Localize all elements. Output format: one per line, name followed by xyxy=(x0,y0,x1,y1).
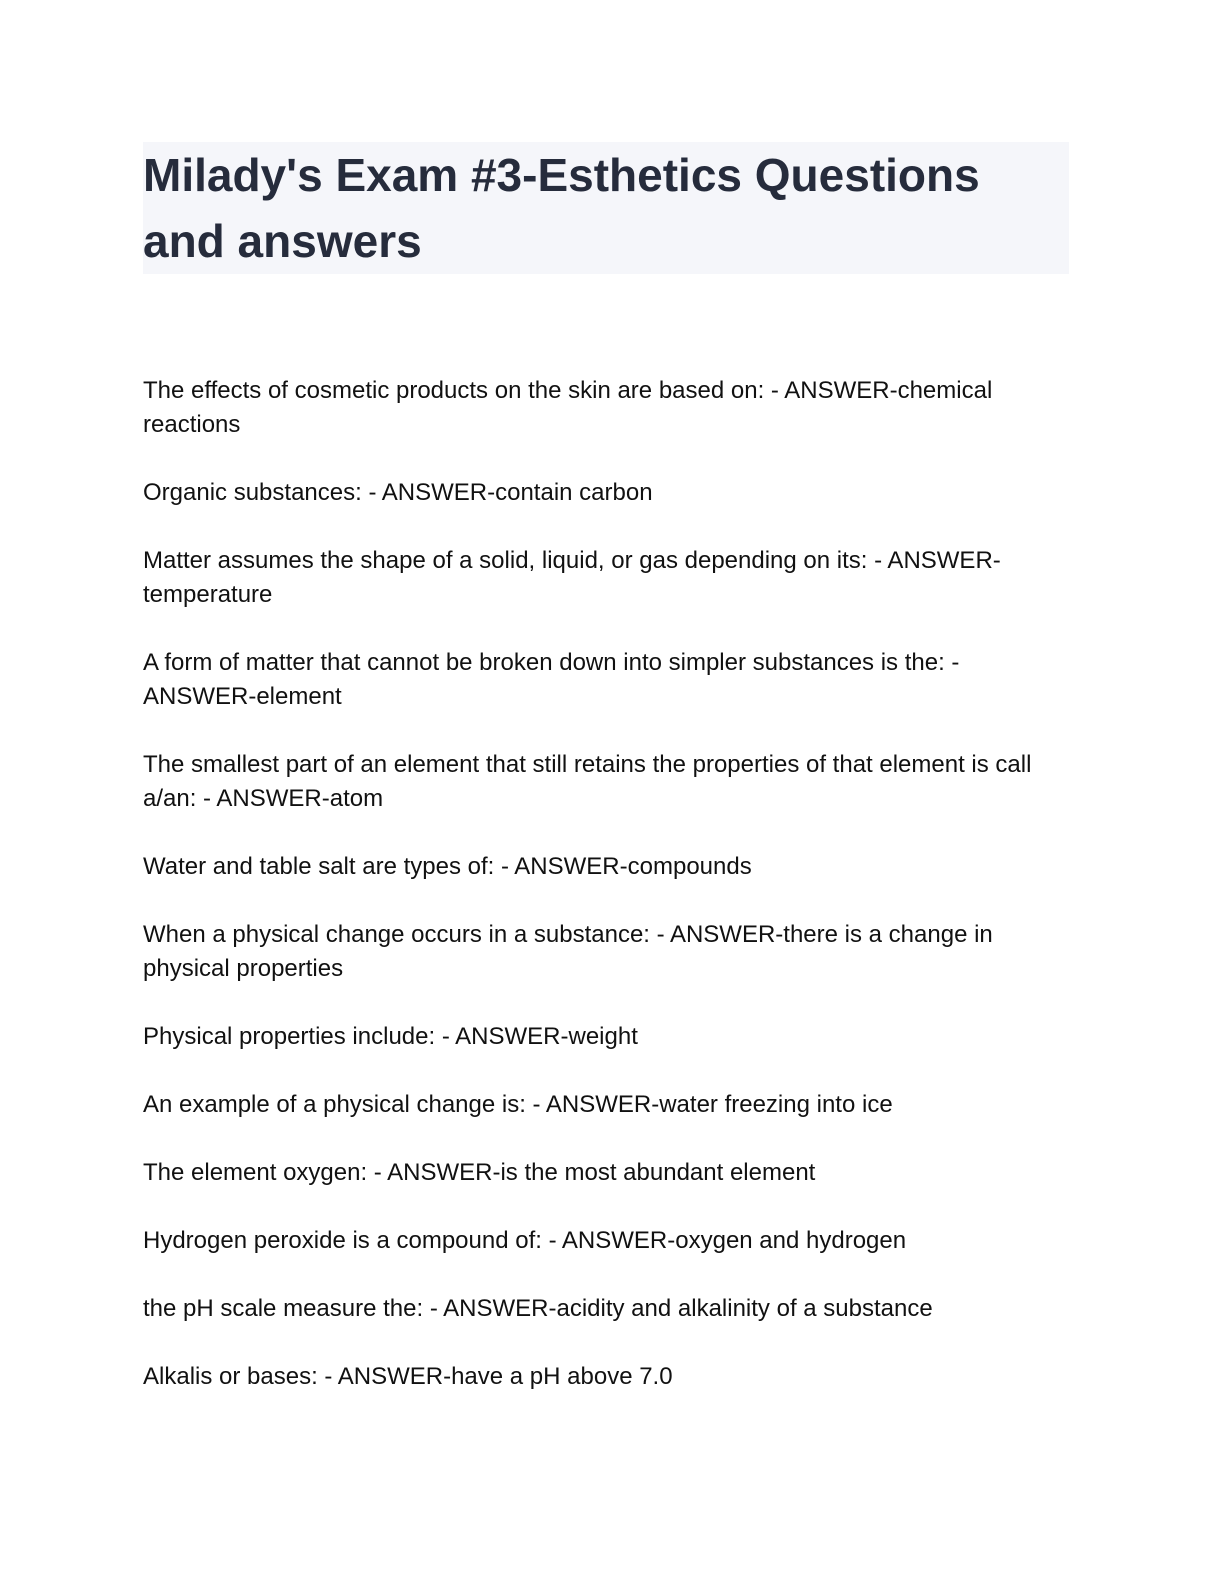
page-title: Milady's Exam #3-Esthetics Questions and answers xyxy=(143,149,980,267)
qa-item-12: the pH scale measure the: - ANSWER-acidity and alkalinity of a substance xyxy=(143,1295,933,1322)
qa-list xyxy=(143,374,1069,1428)
qa-item-6: Water and table salt are types of: - ANSWER-compounds xyxy=(143,853,752,880)
qa-item-1: The effects of cosmetic products on the skin are based on: - ANSWER-chemical reactions xyxy=(143,377,993,438)
qa-item-7: When a physical change occurs in a substance: - ANSWER-there is a change in physical properties xyxy=(143,921,993,982)
qa-item-13: Alkalis or bases: - ANSWER-have a pH above 7.0 xyxy=(143,1363,673,1390)
qa-item-4: A form of matter that cannot be broken down into simpler substances is the: - ANSWER-element xyxy=(143,649,960,710)
qa-item-2: Organic substances: - ANSWER-contain carbon xyxy=(143,479,653,506)
title-block xyxy=(143,142,1069,274)
qa-item-11: Hydrogen peroxide is a compound of: - ANSWER-oxygen and hydrogen xyxy=(143,1227,907,1254)
qa-item-10: The element oxygen: - ANSWER-is the most abundant element xyxy=(143,1159,816,1186)
qa-item-9: An example of a physical change is: - ANSWER-water freezing into ice xyxy=(143,1091,893,1118)
qa-item-3: Matter assumes the shape of a solid, liquid, or gas depending on its: - ANSWER-temperature xyxy=(143,547,1001,608)
qa-item-5: The smallest part of an element that still retains the properties of that element is call a/an: - ANSWER-atom xyxy=(143,751,1032,812)
qa-item-8: Physical properties include: - ANSWER-weight xyxy=(143,1023,638,1050)
